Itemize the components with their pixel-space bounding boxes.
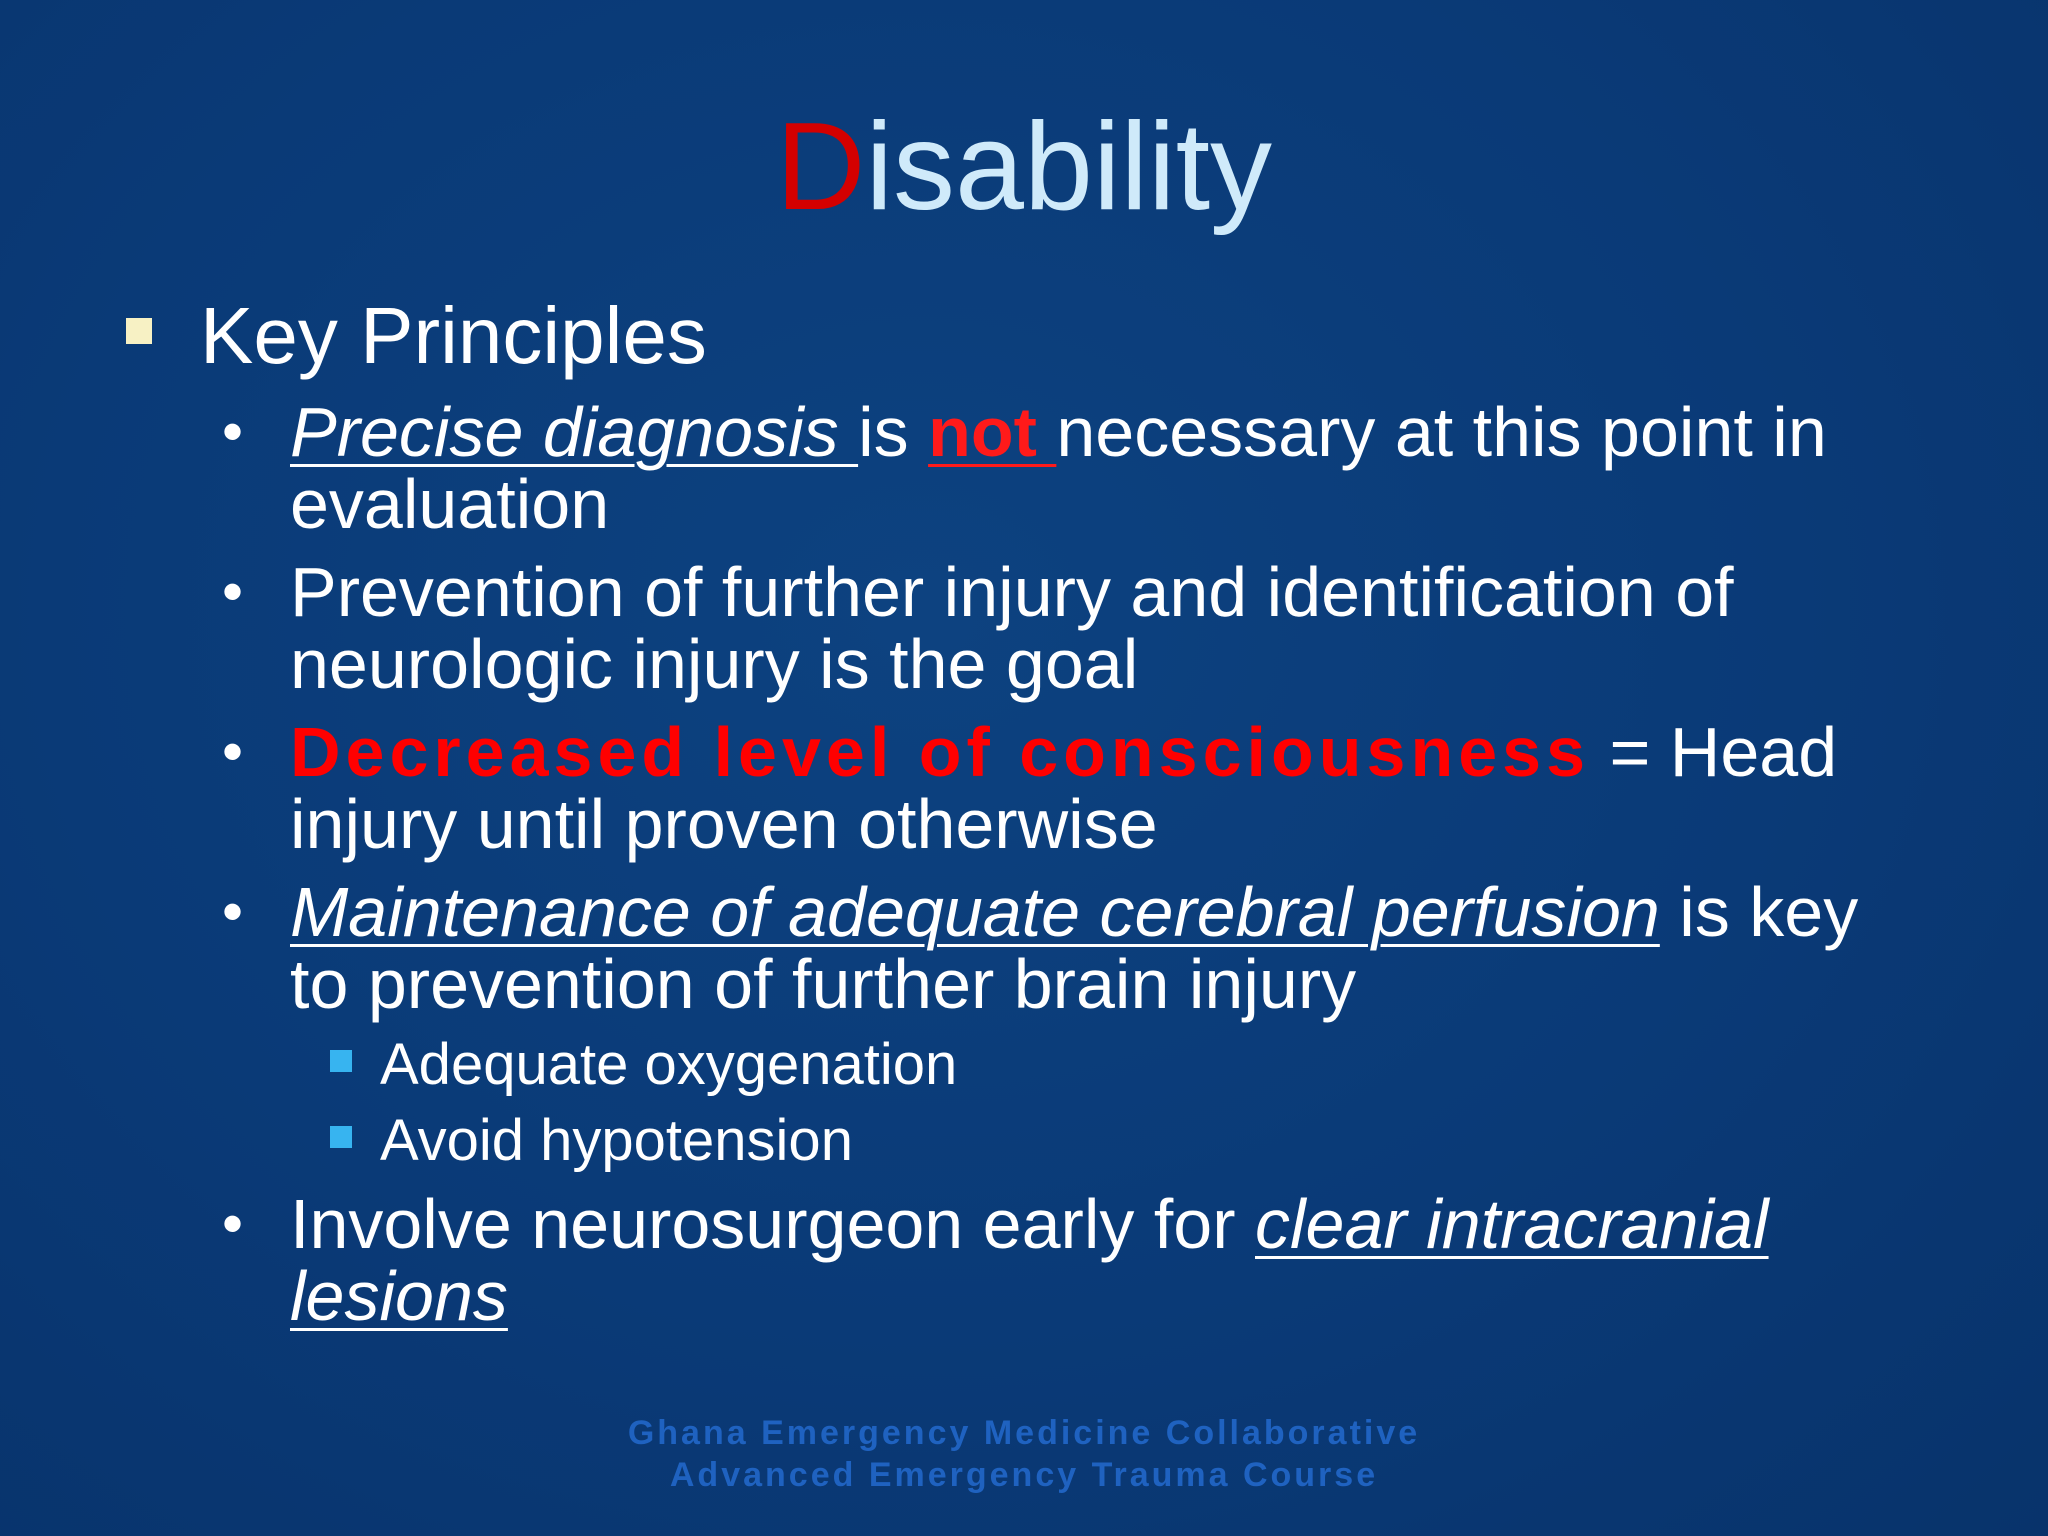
sub-bullet-text: Adequate oxygenation bbox=[380, 1032, 958, 1097]
decreased-consciousness-text: Decreased level of consciousness bbox=[290, 713, 1590, 791]
title-initial: D bbox=[775, 98, 866, 236]
intracranial-lesions-text: clear intracranial lesions bbox=[290, 1185, 1769, 1335]
bullet-text-segment: = Head injury until proven otherwise bbox=[290, 713, 1838, 863]
bullet-dot-icon: • bbox=[222, 558, 244, 625]
bullet-cerebral-perfusion bbox=[222, 873, 1902, 1023]
cerebral-perfusion-text: Maintenance of adequate cerebral perfusion bbox=[290, 873, 1660, 951]
sub-bullet-hypotension bbox=[330, 1106, 853, 1176]
square-bullet-icon bbox=[330, 1050, 352, 1072]
bullet-text-segment: is bbox=[858, 393, 929, 471]
precise-diagnosis-text: Precise diagnosis bbox=[290, 393, 859, 471]
slide-title bbox=[0, 92, 2048, 242]
bullet-prevention bbox=[222, 553, 1902, 703]
heading-text: Key Principles bbox=[200, 291, 707, 380]
sub-bullet-oxygenation bbox=[330, 1030, 957, 1100]
bullet-dot-icon: • bbox=[222, 718, 244, 785]
bullet-text-segment: Involve neurosurgeon early for bbox=[290, 1185, 1255, 1263]
not-emphasis-text: not bbox=[928, 393, 1057, 471]
square-bullet-icon bbox=[126, 318, 152, 344]
footer-line-2: Advanced Emergency Trauma Course bbox=[669, 1456, 1379, 1494]
bullet-decreased-consciousness bbox=[222, 713, 1902, 863]
bullet-precise-diagnosis bbox=[222, 393, 1902, 543]
bullet-text bbox=[290, 713, 1902, 863]
title-rest: isability bbox=[865, 98, 1273, 236]
footer-line-1: Ghana Emergency Medicine Collaborative bbox=[627, 1414, 1421, 1452]
bullet-dot-icon: • bbox=[222, 878, 244, 945]
bullet-text bbox=[290, 1185, 1902, 1335]
bullet-dot-icon: • bbox=[222, 398, 244, 465]
sub-bullet-text: Avoid hypotension bbox=[380, 1108, 853, 1173]
bullet-text bbox=[290, 393, 1902, 543]
bullet-text bbox=[290, 873, 1902, 1023]
bullet-text-segment: is key to prevention of further brain injury bbox=[290, 873, 1859, 1023]
bullet-dot-icon: • bbox=[222, 1190, 244, 1257]
bullet-text: Prevention of further injury and identification of neurologic injury is the goal bbox=[290, 553, 1734, 703]
bullet-neurosurgeon bbox=[222, 1185, 1902, 1335]
square-bullet-icon bbox=[330, 1126, 352, 1148]
bullet-text-segment: necessary at this point in evaluation bbox=[290, 393, 1827, 543]
